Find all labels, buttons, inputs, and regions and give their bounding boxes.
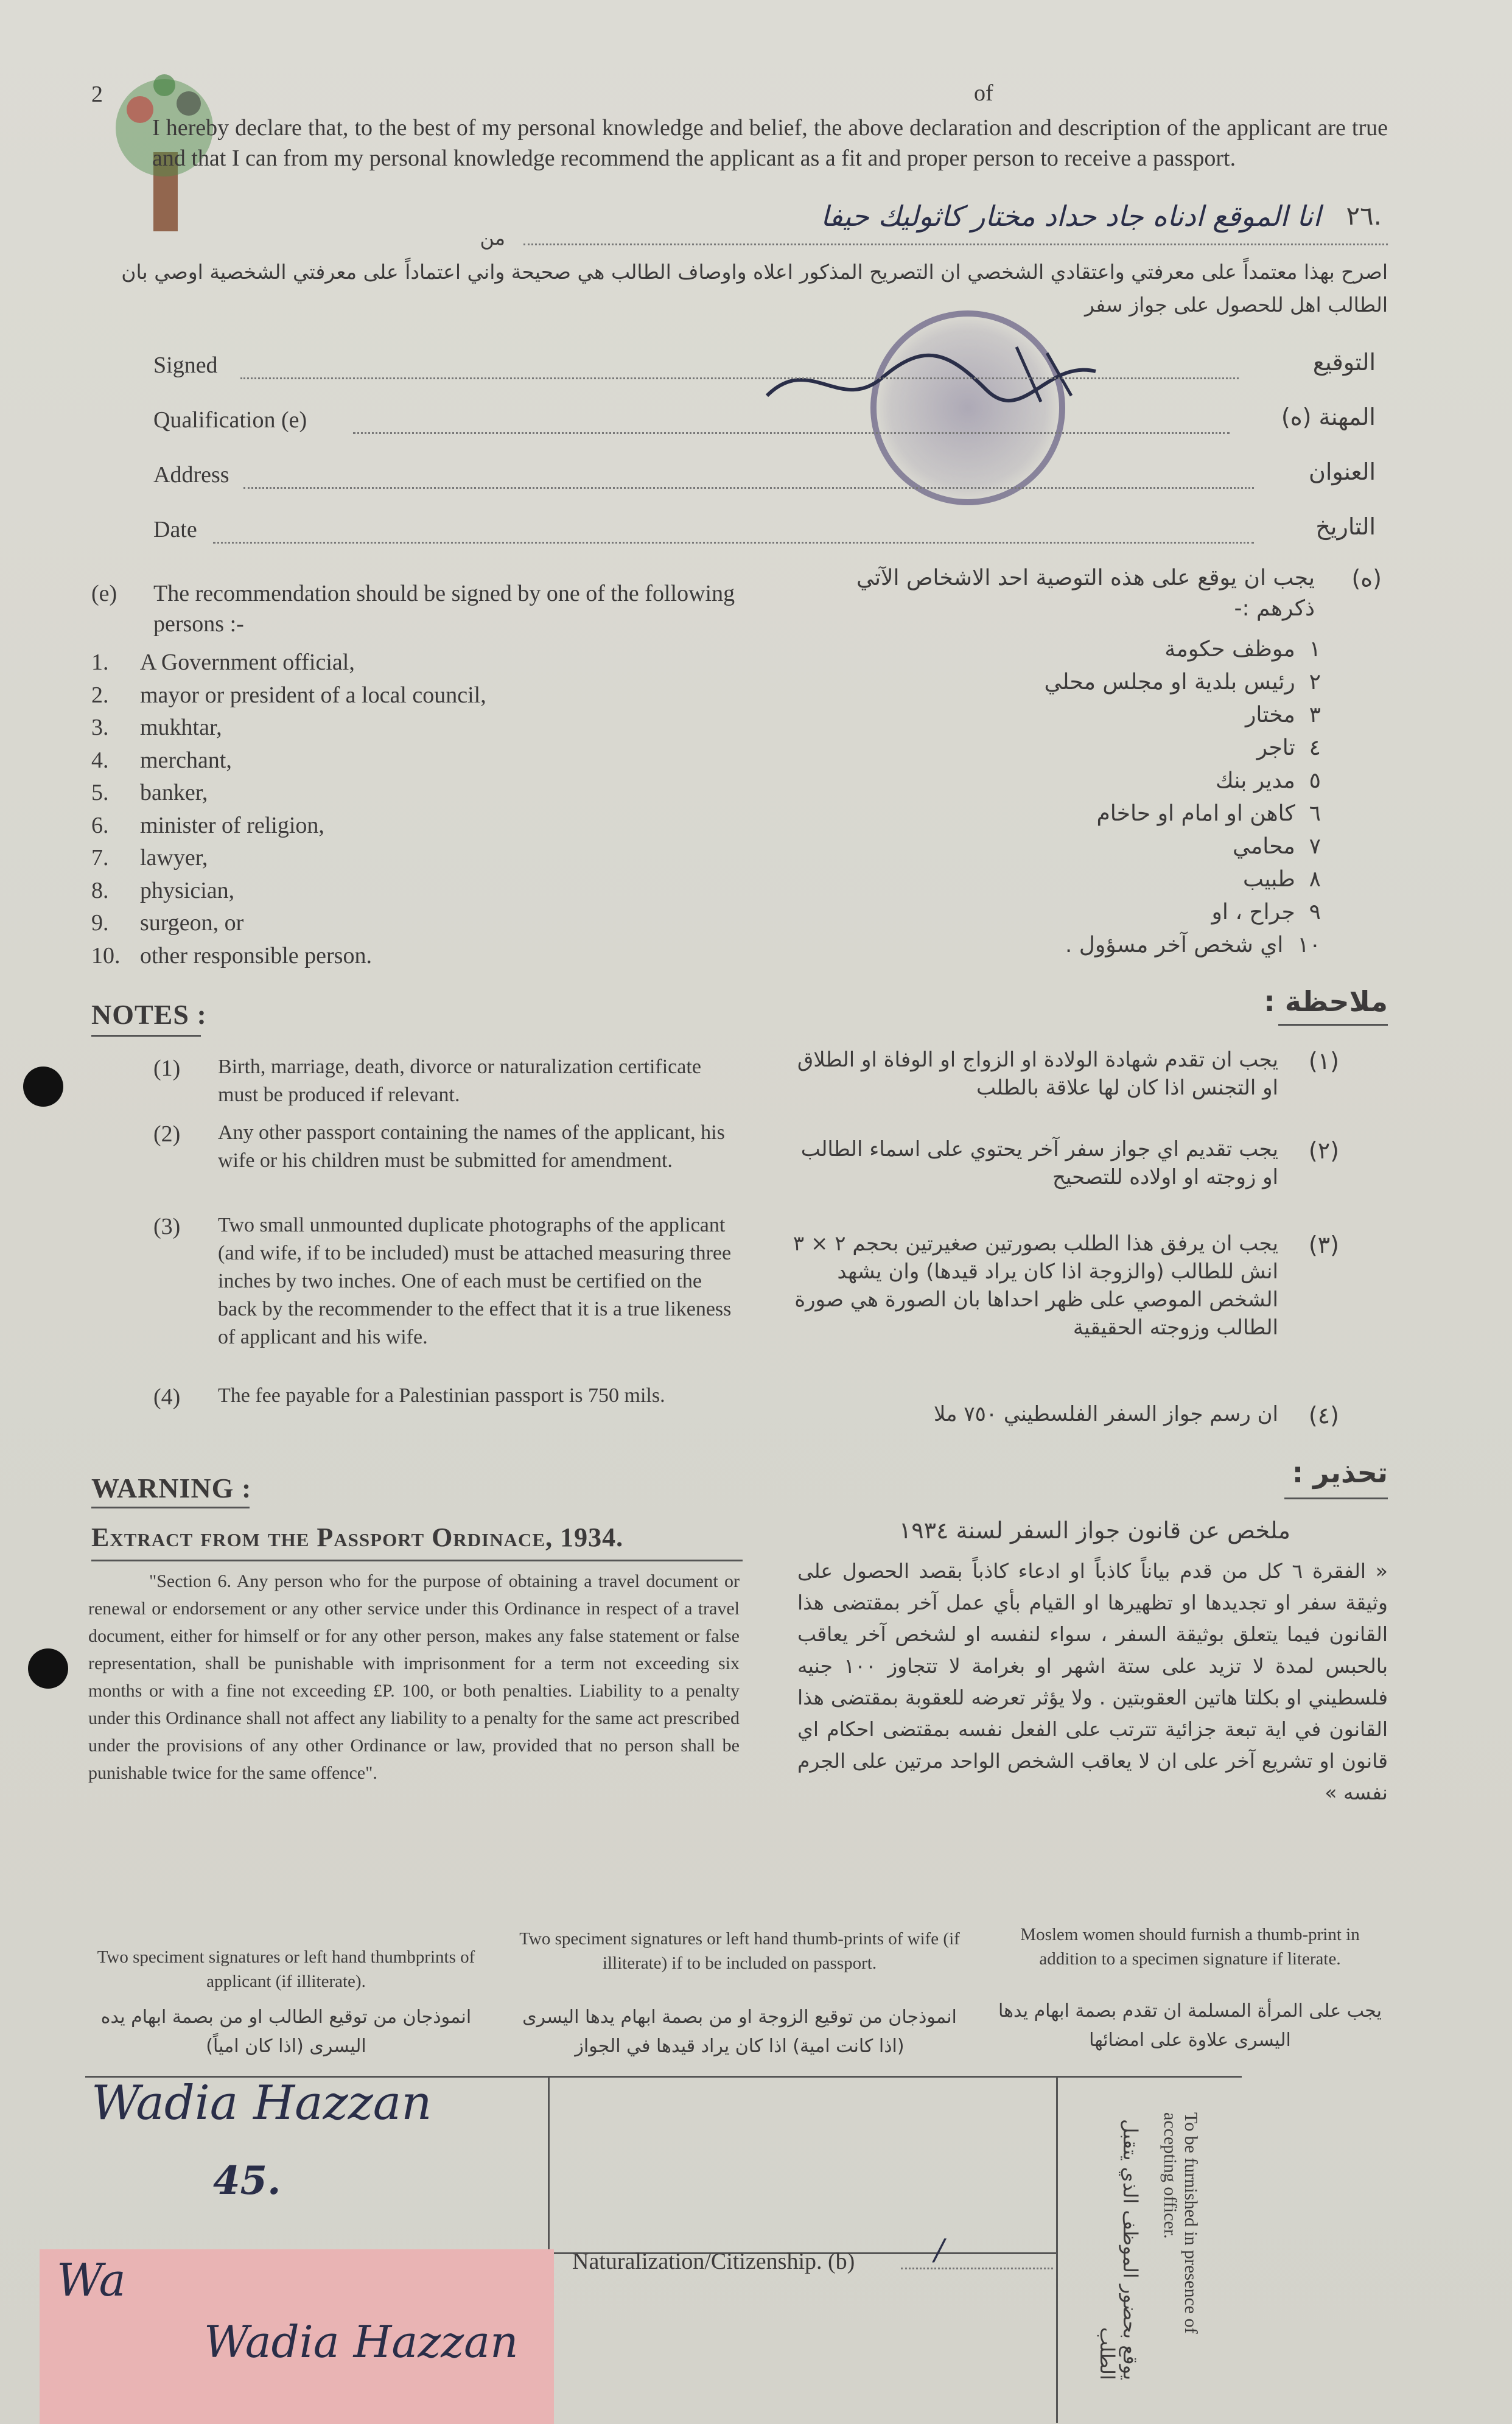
qualification-label-ar: المهنة (ه) bbox=[1281, 404, 1376, 430]
address-line bbox=[243, 487, 1254, 489]
list-item: ١٠ اي شخص آخر مسؤول . bbox=[1065, 933, 1321, 958]
list-item: ٤ تاجر bbox=[1256, 735, 1321, 760]
warning-body: "Section 6. Any person who for the purpose of obtaining a travel document or renewal or endorsement or any other service under this Ordinance in respect of a travel document, either for himself or for any other person, makes any false statement or false representation, shall be punishable with imprisonment for a term not exceeding six months or with a fine not exceeding £P. 100, or both penalties. Liability to a penalty under this Ordinance shall not affect any liability to a penalty for the same act prescribed under the provisions of any other Ordinance or law, provided that no person shall be punishable twice for the same offence". bbox=[88, 1571, 740, 1783]
list-item: ٩ جراح ، او bbox=[1211, 900, 1321, 925]
note-number: (2) bbox=[153, 1121, 181, 1147]
list-item: ٢ رئيس بلدية او مجلس محلي bbox=[1044, 670, 1321, 695]
sig-box-moslem-caption-ar: يجب على المرأة المسلمة ان تقدم بصمة ابهام يدها اليسرى علاوة على امضائها bbox=[998, 2000, 1382, 2051]
recommendation-text: The recommendation should be signed by one of the following persons :- bbox=[153, 581, 735, 637]
of-label: of bbox=[974, 80, 993, 106]
note-text: The fee payable for a Palestinian passport is 750 mils. bbox=[218, 1384, 665, 1407]
applicant-signature-mark: 45. bbox=[213, 2158, 281, 2204]
list-item: 4. merchant, bbox=[91, 747, 232, 773]
date-label: Date bbox=[153, 517, 197, 542]
list-item: 9. surgeon, or bbox=[91, 910, 244, 936]
date-label-ar: التاريخ bbox=[1315, 513, 1376, 540]
list-item: ١ موظف حكومة bbox=[1164, 637, 1321, 662]
page-number: 2 bbox=[91, 82, 103, 107]
notes-heading: NOTES : bbox=[91, 999, 207, 1030]
note-number: (1) bbox=[153, 1056, 181, 1081]
list-item: ٦ كاهن او امام او حاخام bbox=[1096, 801, 1321, 826]
note-text: Any other passport containing the names of the applicant, his wife or his children must be submitted for amendment. bbox=[218, 1121, 725, 1172]
list-item: 2. mayor or president of a local council, bbox=[91, 682, 486, 708]
note-text-ar: ان رسم جواز السفر الفلسطيني ٧٥٠ ملا bbox=[934, 1402, 1278, 1426]
qualification-line bbox=[353, 432, 1230, 434]
list-item: ٥ مدير بنك bbox=[1216, 768, 1321, 793]
naturalization-line bbox=[901, 2268, 1053, 2269]
list-item: ٣ مختار bbox=[1245, 702, 1321, 727]
list-item: 5. banker, bbox=[91, 780, 208, 805]
warning-underline bbox=[91, 1507, 250, 1508]
warning-body-ar: « الفقرة ٦ كل من قدم بياناً كاذباً او ادعاء كاذباً بقصد الحصول على وثيقة سفر او تجديدها او تظهيرها او القيام بأي عمل آخر بمقتضى هذا القانون فيما يتعلق بوثيقة السفر ، سواء لنفسه او لشخص آخر يعاقب بالحبس لمدة لا تزيد على ستة اشهر او بغرامة لا تتجاوز ١٠٠ جنيه فلسطيني او بكلتا هاتين العقوبتين . ولا يؤثر تعرضه للعقوبة بمقتضى هذا القانون في اية تبعة جزائية تترتب على الفعل نفسه بمقتضى احكام اي قانون او تشريع آخر على ان لا يعاقب الشخص الواحد مرتين على الجرم نفسه » bbox=[797, 1559, 1388, 1804]
pink-slip-signature: Wadia Hazzan bbox=[204, 2316, 519, 2367]
list-item: 10. other responsible person. bbox=[91, 942, 372, 969]
sig-table-divider bbox=[548, 2076, 550, 2252]
extract-title-ar: ملخص عن قانون جواز السفر لسنة ١٩٣٤ bbox=[898, 1517, 1290, 1544]
list-item: 3. mukhtar, bbox=[91, 715, 222, 740]
notes-underline bbox=[91, 1035, 201, 1037]
list-item: 8. physician, bbox=[91, 877, 235, 903]
warning-ar-underline bbox=[1284, 1497, 1388, 1499]
notes-heading-ar: ملاحظة : bbox=[1264, 985, 1388, 1018]
sig-table-divider bbox=[1056, 2076, 1058, 2423]
punch-hole bbox=[23, 1067, 63, 1107]
declaration-ar-min: من bbox=[480, 226, 505, 250]
list-item: ٧ محامي bbox=[1232, 834, 1321, 859]
note-number-ar: (٣) bbox=[1308, 1231, 1339, 1258]
signed-label: Signed bbox=[153, 352, 218, 378]
naturalization-label: Naturalization/Citizenship. (b) bbox=[572, 2249, 855, 2274]
presence-note: To be furnished in presence of accepting officer. bbox=[1160, 2112, 1201, 2334]
notes-ar-underline bbox=[1278, 1024, 1388, 1026]
declaration-ar-num: .٢٦ bbox=[1346, 201, 1382, 231]
date-line bbox=[213, 542, 1254, 544]
address-label: Address bbox=[153, 462, 229, 488]
warning-heading: WARNING : bbox=[91, 1473, 252, 1504]
recommendation-text-ar: يجب ان يوقع على هذه التوصية احد الاشخاص الآتي ذكرهم :- bbox=[856, 566, 1315, 621]
list-item: 6. minister of religion, bbox=[91, 812, 324, 838]
list-item: 7. lawyer, bbox=[91, 845, 208, 870]
note-text: Two small unmounted duplicate photographs of the applicant (and wife, if to be included) must be attached measuring three inches by two inches. One of each must be certified on the back by the recommender to the effect that it is a true likeness of applicant and his wife. bbox=[218, 1214, 732, 1348]
recommendation-marker-ar: (ه) bbox=[1351, 565, 1382, 592]
warning-heading-ar: تحذير : bbox=[1292, 1456, 1388, 1489]
note-text: Birth, marriage, death, divorce or naturalization certificate must be produced if relevant. bbox=[218, 1056, 701, 1106]
pink-slip-initial: Wa bbox=[57, 2254, 126, 2307]
note-number-ar: (٤) bbox=[1308, 1402, 1339, 1429]
declaration-fill-line bbox=[523, 243, 1388, 245]
recommendation-marker: (e) bbox=[91, 581, 117, 606]
qualification-label: Qualification (e) bbox=[153, 407, 307, 433]
sig-box-applicant-caption: Two speciment signatures or left hand thumbprints of applicant (if illiterate). bbox=[97, 1947, 475, 1991]
signed-line bbox=[240, 377, 1239, 379]
sig-box-wife-caption: Two speciment signatures or left hand thumb-prints of wife (if illiterate) if to be included on passport. bbox=[519, 1929, 960, 1973]
note-number-ar: (٢) bbox=[1308, 1137, 1339, 1164]
signed-label-ar: التوقيع bbox=[1312, 349, 1376, 376]
sig-box-moslem-caption: Moslem women should furnish a thumb-print in addition to a specimen signature if literate. bbox=[1020, 1925, 1360, 1969]
punch-hole bbox=[28, 1648, 68, 1689]
note-text-ar: يجب ان تقدم شهادة الولادة او الزواج او الوفاة او الطلاق او التجنس اذا كان لها علاقة بالطلب bbox=[797, 1048, 1278, 1100]
sig-box-applicant-caption-ar: انموذجان من توقيع الطالب او من بصمة ابهام يده اليسرى (اذا كان امياً) bbox=[100, 2006, 472, 2057]
address-label-ar: العنوان bbox=[1308, 458, 1376, 485]
applicant-signature: Wadia Hazzan bbox=[91, 2076, 432, 2131]
extract-underline bbox=[91, 1560, 743, 1561]
declaration-text: I hereby declare that, to the best of my personal knowledge and belief, the above declaration and description of the applicant are true and that I can from my personal knowledge recommend the applicant as a fit and proper person to receive a passport. bbox=[152, 115, 1388, 171]
note-number: (3) bbox=[153, 1214, 181, 1239]
note-text-ar: يجب ان يرفق هذا الطلب بصورتين صغيرتين بحجم ٢ × ٣ انش للطالب (والزوجة اذا كان يراد قيدها) وان يشهد الشخص الموصي على ظهر احداها بان الصورة هي صورة الطالب وزوجته الحقيقية bbox=[793, 1231, 1278, 1340]
note-number: (4) bbox=[153, 1384, 181, 1410]
sig-box-wife-caption-ar: انموذجان من توقيع الزوجة او من بصمة ابهام يدها اليسرى (اذا كانت امية) اذا كان يراد قيدها في الجواز bbox=[522, 2006, 957, 2057]
declaration-ar-text: اصرح بهذا معتمداً على معرفتي واعتقادي الشخصي ان التصريح المذكور اعلاه واوصاف الطالب هي صحيحة واني اعتماداً على معرفتي الشخصية اوصي بان الطالب اهل للحصول على جواز سفر bbox=[121, 260, 1388, 317]
recommender-list-en bbox=[91, 646, 761, 972]
presence-note-ar: يوقع بحضور الموظف الذي يتقبل الطلب bbox=[1096, 2118, 1142, 2380]
note-text-ar: يجب تقديم اي جواز سفر آخر يحتوي على اسماء الطالب او زوجته او اولاده للتصحيح bbox=[800, 1137, 1278, 1189]
recommender-list-ar bbox=[852, 633, 1321, 962]
naturalization-value: / bbox=[934, 2233, 945, 2267]
list-item: ٨ طبيب bbox=[1243, 867, 1321, 892]
list-item: 1. A Government official, bbox=[91, 650, 355, 675]
extract-title: Extract from the Passport Ordinace, 1934. bbox=[91, 1522, 624, 1552]
note-number-ar: (١) bbox=[1308, 1048, 1339, 1074]
declarant-handwritten-ar: انا الموقع ادناه جاد حداد مختار كاثوليك حيفا bbox=[821, 200, 1321, 233]
pink-signature-slip bbox=[40, 2249, 554, 2424]
